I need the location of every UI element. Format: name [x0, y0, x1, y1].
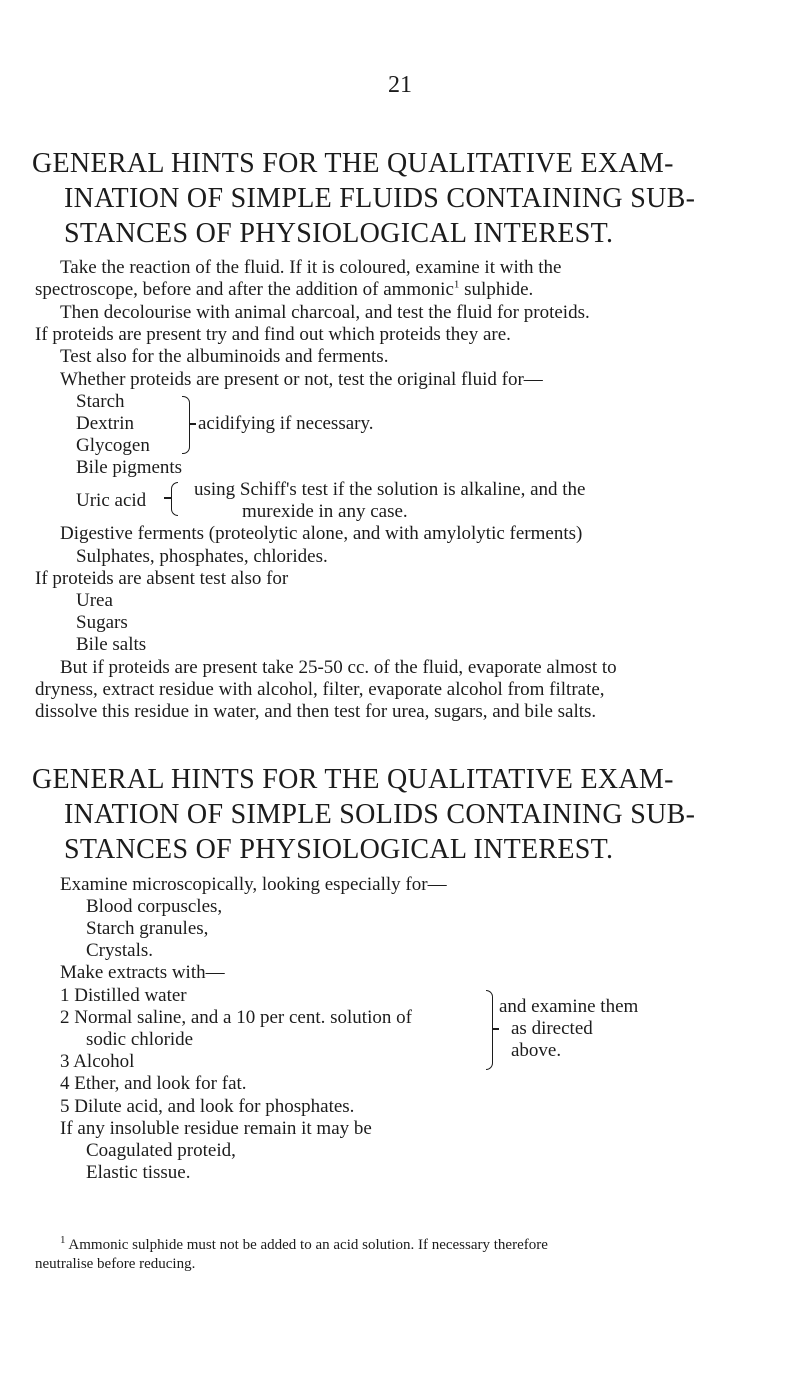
- section2-heading-line: STANCES OF PHYSIOLOGICAL INTEREST.: [64, 834, 614, 865]
- list-item: Urea: [76, 590, 113, 611]
- section2-heading-line: GENERAL HINTS FOR THE QUALITATIVE EXAM-: [32, 764, 674, 795]
- list-item: 2 Normal saline, and a 10 per cent. solution of: [60, 1007, 412, 1028]
- brace-note: and examine them: [499, 996, 639, 1017]
- list-item: Elastic tissue.: [86, 1162, 191, 1183]
- paragraph-line: [35, 279, 533, 301]
- list-item: Starch: [76, 391, 125, 412]
- paragraph-line: But if proteids are present take 25-50 cc. of the fluid, evaporate almost to: [60, 657, 617, 678]
- brace-note: murexide in any case.: [242, 501, 408, 522]
- list-item: Sugars: [76, 612, 128, 633]
- footnote-text: Ammonic sulphide must not be added to an acid solution. If necessary therefore: [65, 1237, 548, 1253]
- brace-note: acidifying if necessary.: [198, 413, 374, 434]
- list-item: Uric acid: [76, 490, 147, 511]
- list-item: Coagulated proteid,: [86, 1140, 236, 1161]
- list-item: Sulphates, phosphates, chlorides.: [76, 546, 328, 567]
- footnote-reference: 1: [453, 278, 460, 291]
- paragraph-text: sulphide.: [459, 279, 534, 300]
- list-item: Bile salts: [76, 634, 147, 655]
- list-item: Crystals.: [86, 940, 154, 961]
- paragraph-text: spectroscope, before and after the addition of ammonic: [35, 279, 454, 300]
- footnote-mark: 1: [60, 1234, 66, 1246]
- paragraph-line: dryness, extract residue with alcohol, filter, evaporate alcohol from filtrate,: [35, 679, 605, 700]
- paragraph-line: Whether proteids are present or not, test the original fluid for—: [60, 369, 543, 390]
- paragraph-line: Test also for the albuminoids and ferments.: [60, 346, 389, 367]
- grouping-brace: [171, 482, 178, 516]
- paragraph-line: dissolve this residue in water, and then test for urea, sugars, and bile salts.: [35, 701, 597, 722]
- list-item: Glycogen: [76, 435, 150, 456]
- list-item: Dextrin: [76, 413, 135, 434]
- section1-heading-line: INATION OF SIMPLE FLUIDS CONTAINING SUB-: [64, 183, 696, 214]
- list-item: 5 Dilute acid, and look for phosphates.: [60, 1096, 355, 1117]
- grouping-brace-point: [164, 497, 171, 499]
- list-item: Blood corpuscles,: [86, 896, 223, 917]
- section1-heading-line: GENERAL HINTS FOR THE QUALITATIVE EXAM-: [32, 148, 674, 179]
- paragraph-line: Then decolourise with animal charcoal, and test the fluid for proteids.: [60, 302, 590, 323]
- paragraph-line: Examine microscopically, looking especially for—: [60, 874, 447, 895]
- paragraph-line: Digestive ferments (proteolytic alone, and with amylolytic ferments): [60, 523, 583, 544]
- brace-note: as directed: [511, 1018, 593, 1039]
- footnote: neutralise before reducing.: [35, 1256, 196, 1272]
- brace-note: using Schiff's test if the solution is alkaline, and the: [194, 479, 586, 500]
- footnote: [60, 1236, 548, 1254]
- list-item: 1 Distilled water: [60, 985, 187, 1006]
- grouping-brace: [182, 396, 190, 454]
- paragraph-line: If any insoluble residue remain it may be: [60, 1118, 372, 1139]
- list-item: 3 Alcohol: [60, 1051, 135, 1072]
- page-number: 21: [388, 72, 412, 98]
- paragraph-line: Take the reaction of the fluid. If it is coloured, examine it with the: [60, 257, 562, 278]
- list-item: 4 Ether, and look for fat.: [60, 1073, 247, 1094]
- list-item: Bile pigments: [76, 457, 183, 478]
- brace-note: above.: [511, 1040, 562, 1061]
- grouping-brace-point: [189, 423, 196, 425]
- paragraph-line: If proteids are absent test also for: [35, 568, 289, 589]
- section2-heading-line: INATION OF SIMPLE SOLIDS CONTAINING SUB-: [64, 799, 696, 830]
- list-item: Starch granules,: [86, 918, 209, 939]
- grouping-brace-point: [492, 1028, 499, 1030]
- grouping-brace: [486, 990, 493, 1070]
- paragraph-line: If proteids are present try and find out which proteids they are.: [35, 324, 511, 345]
- paragraph-line: Make extracts with—: [60, 962, 225, 983]
- section2-heading: [32, 762, 772, 867]
- section1-heading-line: STANCES OF PHYSIOLOGICAL INTEREST.: [64, 218, 614, 249]
- list-item: sodic chloride: [86, 1029, 194, 1050]
